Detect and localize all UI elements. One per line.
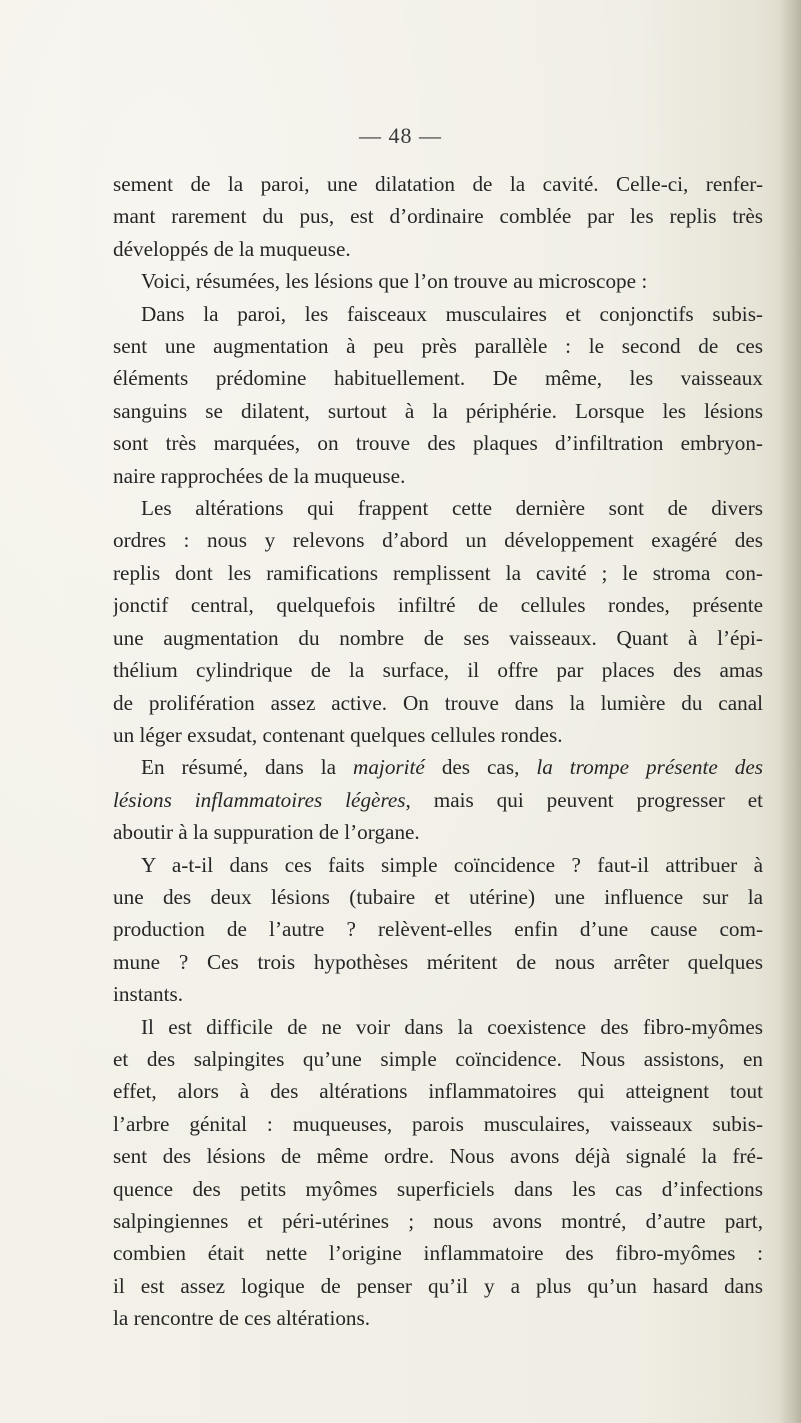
text-segment: En résumé, dans la xyxy=(141,755,354,780)
text-line xyxy=(113,751,763,783)
text-line: un léger exsudat, contenant quelques cellules rondes. xyxy=(113,722,563,747)
text-line: ordres : nous y relevons d’abord un développement exagéré des xyxy=(113,528,763,553)
text-line: développés de la muqueuse. xyxy=(113,236,351,261)
text-line: une des deux lésions (tubaire et utérine) une influence sur la xyxy=(113,884,763,909)
text-line: il est assez logique de penser qu’il y a plus qu’un hasard dans xyxy=(113,1273,763,1298)
text-segment: des cas, xyxy=(424,755,537,780)
text-line: sement de la paroi, une dilatation de la cavité. Celle-ci, renfer- xyxy=(113,172,763,196)
text-line: Y a-t-il dans ces faits simple coïncidence ? faut-il attribuer à xyxy=(141,852,763,877)
page-edge-shadow xyxy=(779,0,801,1423)
text-line: Les altérations qui frappent cette dernière sont de divers xyxy=(141,496,763,521)
text-line: Voici, résumées, les lésions que l’on trouve au microscope : xyxy=(141,269,648,294)
text-line: la rencontre de ces altérations. xyxy=(113,1306,371,1331)
text-line: sent une augmentation à peu près parallèle : le second de ces xyxy=(113,334,763,359)
text-line: Il est difficile de ne voir dans la coexistence des fibro-myômes xyxy=(141,1014,763,1039)
text-line: salpingiennes et péri-utérines ; nous avons montré, d’autre part, xyxy=(113,1209,763,1233)
text-line: sent des lésions de même ordre. Nous avons déjà signalé la fré- xyxy=(113,1144,763,1169)
text-line: production de l’autre ? relèvent-elles enfin d’une cause com- xyxy=(113,917,763,942)
text-line: effet, alors à des altérations inflammatoires qui atteignent tout xyxy=(113,1079,763,1104)
text-line: aboutir à la suppuration de l’organe. xyxy=(113,820,420,845)
italic-text: la trompe présente des xyxy=(536,755,763,780)
text-line: naire rapprochées de la muqueuse. xyxy=(113,463,406,488)
text-line: mune ? Ces trois hypothèses méritent de nous arrêter quelques xyxy=(113,949,763,974)
text-line: instants. xyxy=(113,982,184,1007)
text-line xyxy=(113,784,763,816)
text-line: sont très marquées, on trouve des plaques d’infiltration embryon- xyxy=(113,431,763,456)
text-line: replis dont les ramifications remplissent la cavité ; le stroma con- xyxy=(113,560,763,585)
italic-text: majorité xyxy=(353,755,425,780)
body-text xyxy=(113,168,763,1335)
text-segment: , mais qui peuvent progresser et xyxy=(405,787,763,812)
italic-text: lésions inflammatoires légères xyxy=(113,787,406,812)
text-line: l’arbre génital : muqueuses, parois musculaires, vaisseaux subis- xyxy=(113,1111,763,1136)
text-line: sanguins se dilatent, surtout à la périphérie. Lorsque les lésions xyxy=(113,398,763,423)
text-line: mant rarement du pus, est d’ordinaire comblée par les replis très xyxy=(113,204,763,229)
text-line: de prolifération assez active. On trouve dans la lumière du canal xyxy=(113,690,763,715)
page-number: — 48 — xyxy=(359,123,442,148)
text-line: une augmentation du nombre de ses vaisseaux. Quant à l’épi- xyxy=(113,625,763,650)
text-line: combien était nette l’origine inflammatoire des fibro-myômes : xyxy=(113,1241,763,1266)
text-line: thélium cylindrique de la surface, il offre par places des amas xyxy=(113,658,763,683)
text-line: et des salpingites qu’une simple coïncidence. Nous assistons, en xyxy=(113,1046,763,1071)
text-line: quence des petits myômes superficiels dans les cas d’infections xyxy=(113,1176,763,1201)
text-line: Dans la paroi, les faisceaux musculaires et conjonctifs subis- xyxy=(141,301,763,326)
text-line: éléments prédomine habituellement. De même, les vaisseaux xyxy=(113,366,763,391)
text-line: jonctif central, quelquefois infiltré de cellules rondes, présente xyxy=(113,593,763,618)
